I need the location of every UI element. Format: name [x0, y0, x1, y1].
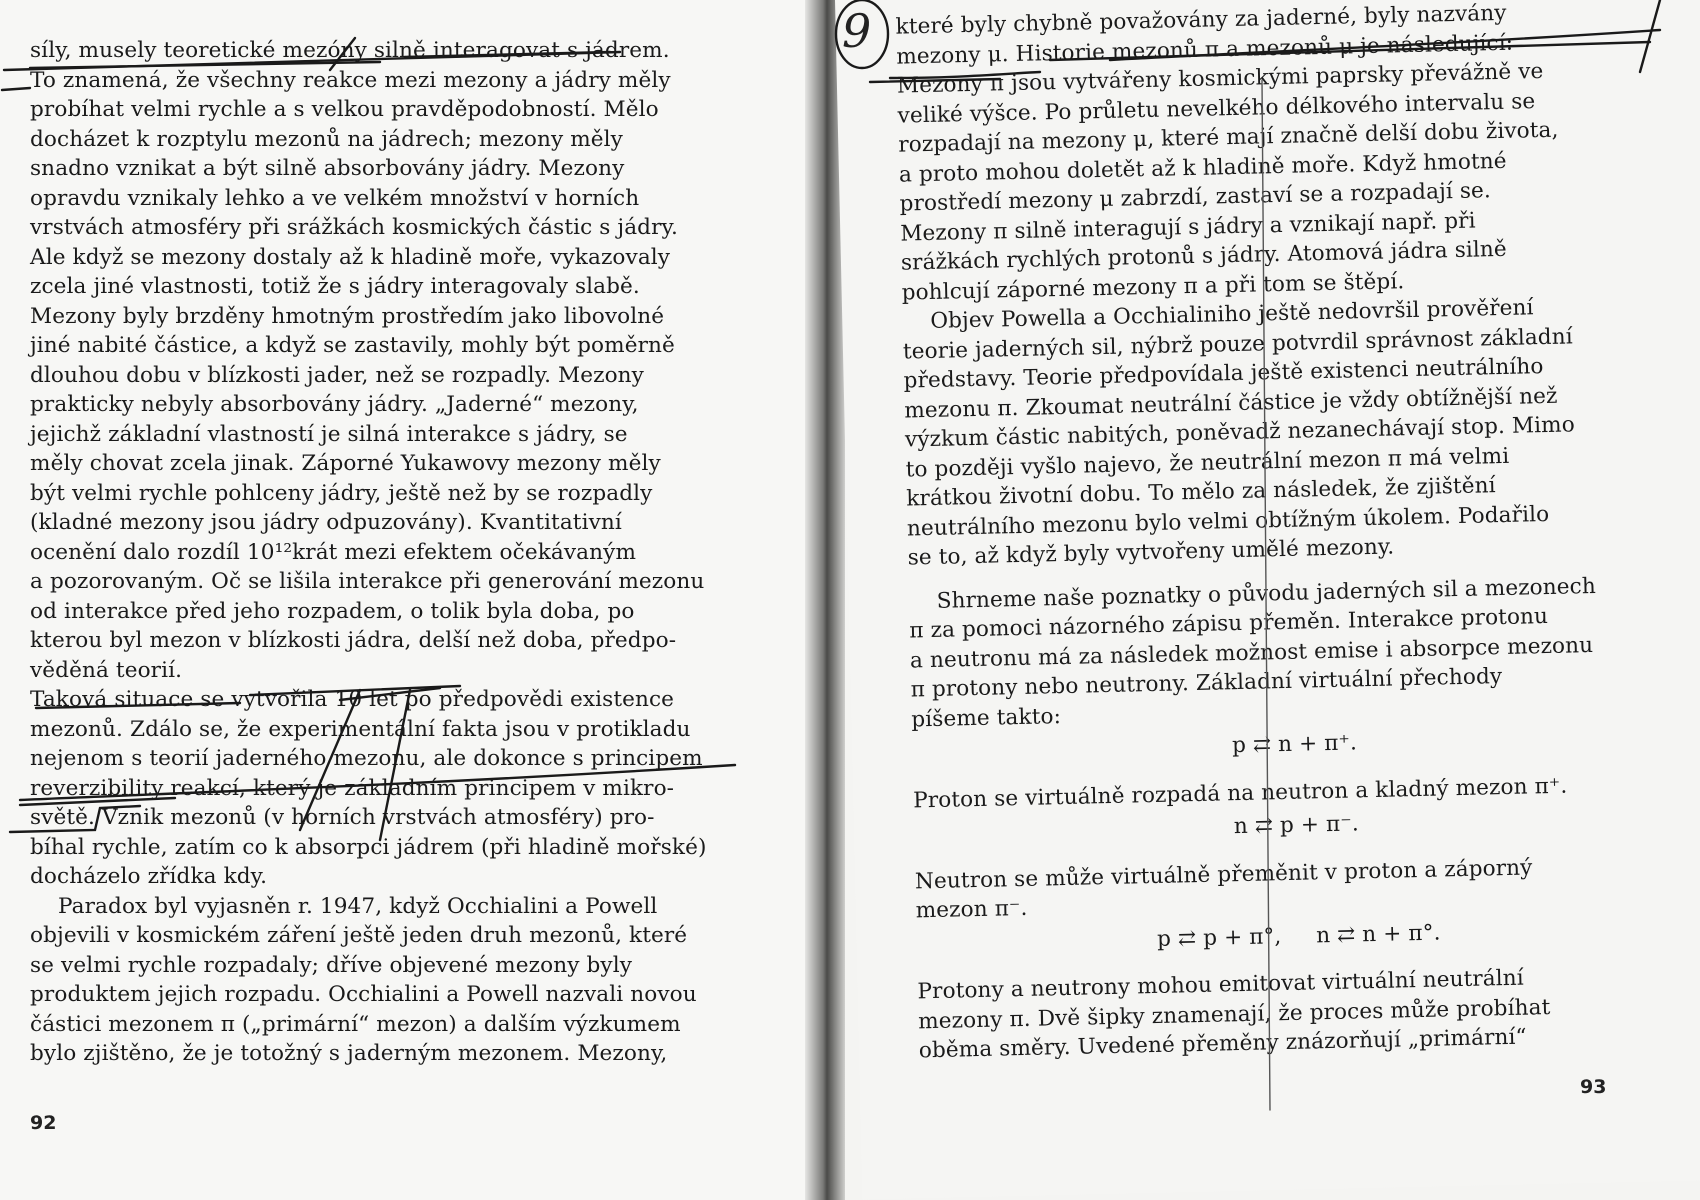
handwritten-margin-mark: 9 — [842, 4, 872, 58]
right-page — [835, 0, 1700, 1200]
text-line: měly chovat zcela jinak. Záporné Yukawovy mezony měly — [30, 451, 661, 476]
text-line: Proton se virtuálně rozpadá na neutron a kladný mezon π⁺. — [912, 773, 1568, 813]
text-line: dlouhou dobu v blízkosti jader, než se rozpadly. Mezony — [30, 362, 644, 388]
text-line: jiné nabité částice, a když se zastavily, mohly být poměrně — [30, 333, 675, 358]
text-line: veliké výšce. Po průletu nevelkého délkového intervalu se — [897, 88, 1536, 129]
text-line: nejenom s teorií jaderného mezonu, ale dokonce s principem — [30, 746, 703, 771]
text-line: věděná teorií. — [30, 657, 183, 683]
equation-2: n ⇄ p + π⁻. — [1233, 811, 1360, 840]
text-line: představy. Teorie předpovídala ještě existenci neutrálního — [903, 354, 1544, 394]
text-line: Paradox byl vyjasněn r. 1947, když Occhialini a Powell — [58, 893, 658, 919]
text-line: oběma směry. Uvedené přeměny znázorňují „primární“ — [918, 1024, 1527, 1064]
text-line: zcela jiné vlastnosti, totiž že s jádry interagovaly slabě. — [30, 274, 640, 299]
text-line: Objev Powella a Occhialiniho ještě nedovršil prověření — [930, 295, 1534, 334]
text-line: částici mezonem π („primární“ mezon) a dalším výzkumem — [30, 1011, 681, 1037]
equation-3: p ⇄ p + π°, n ⇄ n + π°. — [1156, 920, 1441, 952]
text-line: Shrneme naše poznatky o původu jaderných sil a mezonech — [936, 573, 1597, 614]
text-line: se velmi rychle rozpadaly; dříve objevené mezony byly — [30, 952, 633, 978]
text-line: π za pomoci názorného zápisu přeměn. Interakce protonu — [909, 603, 1549, 644]
text-line: docházelo zřídka kdy. — [30, 864, 268, 889]
text-line: jejichž základní vlastností je silná interakce s jádry, se — [30, 421, 628, 447]
text-line: Mezony π silně interagují s jádry a vznikají např. při — [900, 208, 1476, 247]
text-line: teorie jaderných sil, nýbrž pouze potvrdil správnost základní — [902, 323, 1573, 365]
text-line: opravdu vznikaly lehko a ve velkém množství v horních — [30, 185, 640, 211]
text-line: Mezony byly brzděny hmotným prostředím jako libovolné — [30, 303, 665, 329]
text-line: bylo zjištěno, že je totožný s jaderným mezonem. Mezony, — [30, 1041, 668, 1066]
page-number-left: 92 — [30, 1112, 57, 1134]
text-line: rozpadají na mezony μ, které mají značně delší dobu života, — [898, 117, 1559, 158]
text-line: Ale když se mezony dostaly až k hladině moře, vykazovaly — [30, 244, 671, 270]
text-line: píšeme takto: — [911, 703, 1062, 732]
text-line: objevili v kosmickém záření ještě jeden druh mezonů, které — [30, 923, 688, 948]
right-page-text — [895, 0, 1684, 1066]
page-number-right: 93 — [1580, 1076, 1607, 1098]
text-line: světě. Vznik mezonů (v horních vrstvách atmosféry) pro- — [30, 805, 655, 830]
text-line: reverzibility reakcí, který je základním principem v mikro- — [30, 775, 675, 801]
left-page — [0, 0, 815, 1200]
text-line: které byly chybně považovány za jaderné, byly nazvány — [895, 0, 1507, 40]
text-line: (kladné mezony jsou jádry odpuzovány). Kvantitativní — [30, 510, 622, 535]
text-line: vrstvách atmosféry při srážkách kosmických částic s jádry. — [30, 215, 678, 240]
text-line: od interakce před jeho rozpadem, o tolik byla doba, po — [30, 598, 635, 624]
text-line: Taková situace se vytvořila 10 let po předpovědi existence — [30, 687, 675, 712]
text-line: π protony nebo neutrony. Základní virtuální přechody — [910, 664, 1503, 703]
text-line: srážkách rychlých protonů s jádry. Atomová jádra silně — [900, 236, 1508, 276]
text-line: probíhat velmi rychle a s velkou pravděpodobností. Mělo — [30, 97, 659, 122]
text-line: a neutronu má za následek možnost emise i absorpce mezonu — [909, 632, 1594, 673]
left-page-text — [30, 36, 785, 1069]
text-line: to později vyšlo najevo, že neutrální mezon π má velmi — [905, 443, 1510, 483]
text-line: a pozorovaným. Oč se lišila interakce při generování mezonu — [30, 569, 705, 594]
text-line: mezonu π. Zkoumat neutrální částice je vždy obtížnější než — [904, 383, 1558, 424]
text-line: snadno vznikat a být silně absorbovány jádry. Mezony — [30, 156, 625, 181]
text-line: mezony μ. Historie mezonů π a mezonů μ je následující: — [896, 30, 1514, 70]
text-line: síly, musely teoretické mezóny silně interagovat s jádrem. — [30, 38, 670, 63]
text-line: Protony a neutrony mohou emitovat virtuální neutrální — [917, 965, 1525, 1005]
text-line: To znamená, že všechny reakce mezi mezony a jádry měly — [30, 67, 671, 93]
text-line: výzkum částic nabitých, poněvadž nezanechávají stop. Mimo — [904, 412, 1576, 453]
text-line: se to, až když byly vytvořeny umělé mezony. — [907, 534, 1395, 571]
text-line: a proto mohou doletět až k hladině moře. Když hmotné — [898, 148, 1507, 188]
text-line: produktem jejich rozpadu. Occhialini a Powell nazvali novou — [30, 982, 697, 1007]
text-line: pohlcují záporné mezony π a při tom se štěpí. — [901, 268, 1405, 306]
text-line: mezon π⁻. — [915, 895, 1028, 924]
text-line: krátkou životní dobu. To mělo za následek, že zjištění — [906, 473, 1496, 512]
text-line: docházet k rozptylu mezonů na jádrech; mezony měly — [30, 126, 623, 152]
text-line: kterou byl mezon v blízkosti jádra, delší než doba, předpo- — [30, 628, 677, 653]
equation-1: p ⇄ n + π⁺. — [1231, 730, 1358, 759]
text-line: mezonů. Zdálo se, že experimentální fakta jsou v protikladu — [30, 716, 691, 742]
text-line: prakticky nebyly absorbovány jádry. „Jaderné“ mezony, — [30, 392, 639, 417]
text-line: neutrálního mezonu bylo velmi obtížným úkolem. Podařilo — [906, 501, 1550, 541]
text-line: Neutron se může virtuálně přeměnit v proton a záporný — [914, 854, 1533, 894]
text-line: Mezony π jsou vytvářeny kosmickými paprsky převážně ve — [896, 58, 1544, 99]
text-line: být velmi rychle pohlceny jádry, ještě než by se rozpadly — [30, 480, 653, 506]
text-line: bíhal rychle, zatím co k absorpci jádrem (při hladině mořské) — [30, 834, 707, 860]
text-line: prostředí mezony μ zabrzdí, zastaví se a rozpadají se. — [899, 178, 1492, 217]
text-line: ocenění dalo rozdíl 10¹²krát mezi efektem očekávaným — [30, 539, 637, 565]
text-line: mezony π. Dvě šipky znamenají, že proces může probíhat — [917, 994, 1551, 1034]
